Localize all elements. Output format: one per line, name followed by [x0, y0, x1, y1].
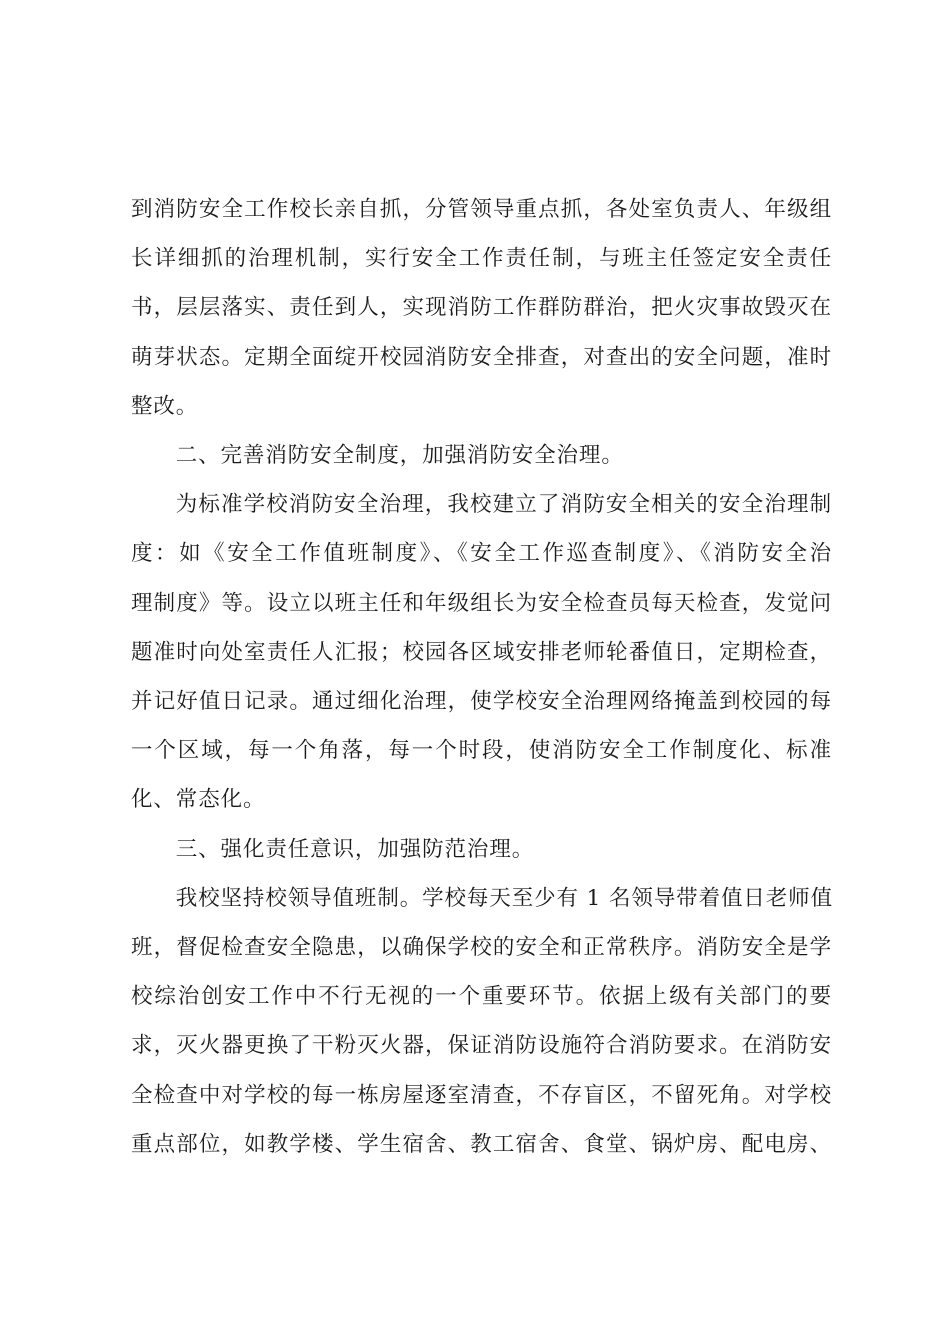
text-line: 班，督促检查安全隐患，以确保学校的安全和正常秩序。消防安全是学 [131, 935, 832, 961]
text-line: 化、常态化。 [131, 787, 266, 813]
section-heading-2 [131, 431, 832, 480]
text-line: 并记好值日记录。通过细化治理，使学校安全治理网络掩盖到校园的每 [131, 689, 832, 715]
paragraph-3 [131, 480, 832, 824]
paragraph-1 [131, 185, 832, 431]
text-line: 长详细抓的治理机制，实行安全工作责任制，与班主任签定安全责任 [131, 246, 832, 272]
text-line: 一个区域，每一个角落，每一个时段，使消防安全工作制度化、标准 [131, 738, 832, 764]
text-line: 书，层层落实、责任到人，实现消防工作群防群治，把火灾事故毁灭在 [131, 295, 832, 321]
heading-line: 二、完善消防安全制度，加强消防安全治理。 [175, 443, 624, 469]
text-line: 整改。 [131, 393, 199, 419]
heading-line: 三、强化责任意识，加强防范治理。 [175, 836, 535, 862]
text-line: 重点部位，如教学楼、学生宿舍、教工宿舍、食堂、锅炉房、配电房、 [131, 1131, 832, 1157]
document-body [131, 185, 832, 1169]
text-line: 全检查中对学校的每一栋房屋逐室清查，不存盲区，不留死角。对学校 [131, 1082, 832, 1108]
text-line: 我校坚持校领导值班制。学校每天至少有 1 名领导带着值日老师值 [175, 885, 833, 911]
section-heading-3 [131, 825, 832, 874]
text-line: 校综治创安工作中不行无视的一个重要环节。依据上级有关部门的要 [131, 984, 832, 1010]
text-line: 为标准学校消防安全治理，我校建立了消防安全相关的安全治理制 [175, 492, 832, 518]
paragraph-5 [131, 874, 832, 1169]
text-line: 求，灭火器更换了干粉灭火器，保证消防设施符合消防要求。在消防安 [131, 1033, 832, 1059]
text-line: 萌芽状态。定期全面绽开校园消防安全排查，对查出的安全问题，准时 [131, 344, 832, 370]
text-line: 到消防安全工作校长亲自抓，分管领导重点抓，各处室负责人、年级组 [131, 197, 832, 222]
text-line: 度：如《安全工作值班制度》、《安全工作巡查制度》、《消防安全治 [131, 541, 832, 567]
text-line: 理制度》等。设立以班主任和年级组长为安全检查员每天检查，发觉问 [131, 590, 832, 616]
text-line: 题准时向处室责任人汇报；校园各区域安排老师轮番值日，定期检查， [131, 639, 832, 665]
